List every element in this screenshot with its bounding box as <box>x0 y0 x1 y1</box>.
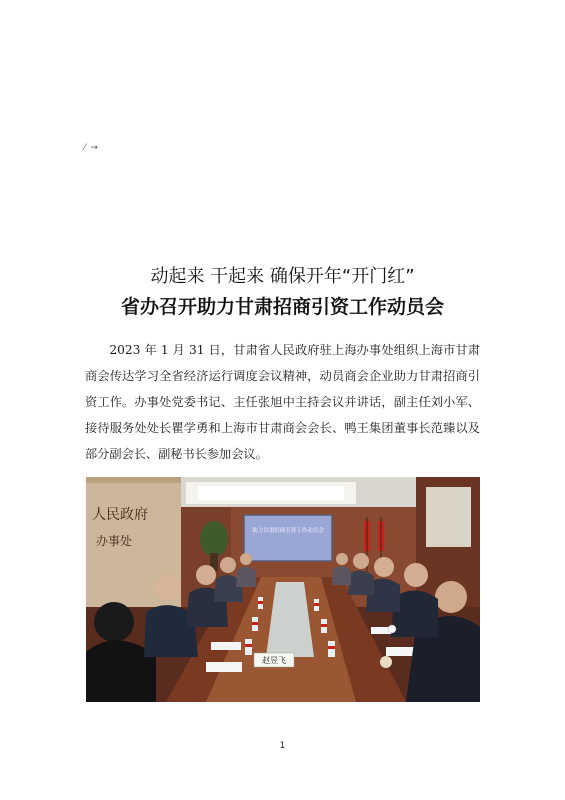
svg-text:赵昱飞: 赵昱飞 <box>262 656 286 665</box>
document-title-line1: 动起来 干起来 确保开年“开门红” <box>150 266 415 287</box>
body-paragraph: 2023 年 1 月 31 日，甘肃省人民政府驻上海办事处组织上海市甘肃商会传达学习全省经济运行调度会议精神，动员商会企业助力甘肃招商引资工作。办事处党委书记、主任张旭中主持会议并讲话，副主任刘小军、接待服务处处长瞿学勇和上海市甘肃商会会长、鸭王集团董事长范臻以及部分副会长、副秘书长参加会议。 <box>85 343 480 461</box>
svg-text:人民政府: 人民政府 <box>92 507 148 523</box>
svg-text:办事处: 办事处 <box>96 534 133 548</box>
meeting-photo <box>86 477 480 702</box>
corner-mark: ⁄ → <box>84 143 99 153</box>
meeting-photo-illustration <box>86 477 480 702</box>
svg-text:助力甘肃招商引资工作动员会: 助力甘肃招商引资工作动员会 <box>252 528 324 534</box>
document-title-line2: 省办召开助力甘肃招商引资工作动员会 <box>120 296 444 318</box>
page-number: 1 <box>279 741 286 751</box>
